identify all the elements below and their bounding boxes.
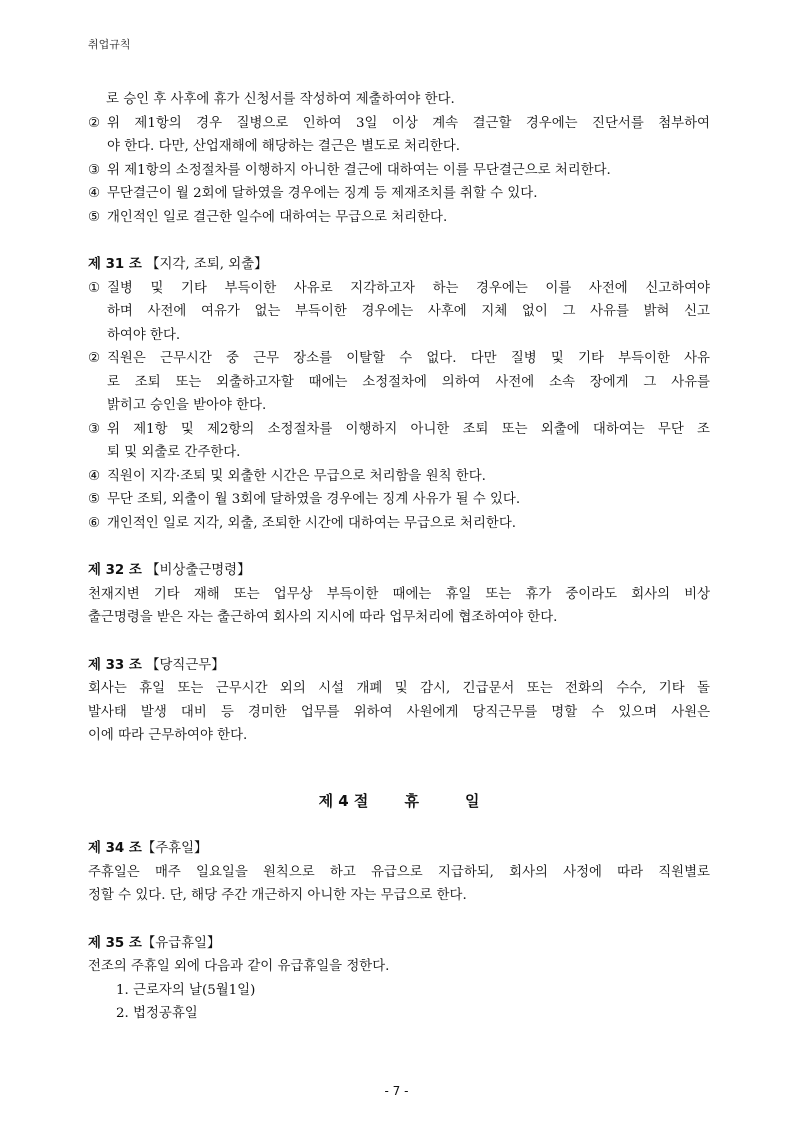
clause-item <box>88 465 710 489</box>
article-title: 【비상출근명령】 <box>146 563 251 578</box>
clause-line: 무단 조퇴, 외출이 월 3회에 달하였을 경우에는 징계 사유가 될 수 있다. <box>107 492 521 507</box>
paragraph-line: 전조의 주휴일 외에 다음과 같이 유급휴일을 정한다. <box>88 959 390 974</box>
clause-number: ③ <box>88 421 101 437</box>
clause-line: 밝히고 승인을 받아야 한다. <box>107 398 267 413</box>
article-32-heading <box>88 559 710 583</box>
clause-item <box>88 112 710 159</box>
document-body <box>88 88 710 1026</box>
clause-line: 개인적인 일로 지각, 외출, 조퇴한 시간에 대하여는 무급으로 처리한다. <box>107 515 517 531</box>
clause-item <box>88 488 710 512</box>
running-header: 취업규칙 <box>88 38 131 51</box>
clause-line: 로 조퇴 또는 외출하고자할 때에는 소정절차에 의하여 사전에 소속 장에게 그 사유를 <box>107 374 710 390</box>
clause-item <box>88 182 710 206</box>
clause-item <box>88 512 710 536</box>
list-item: 2. 법정공휴일 <box>116 1006 198 1021</box>
paragraph-line: 발사태 발생 대비 등 경미한 업무를 위하여 사원에게 당직근무를 명할 수 있으며 사원은 <box>88 704 710 720</box>
article-title: 【지각, 조퇴, 외출】 <box>146 257 268 272</box>
article-number: 제 32 조 <box>88 563 142 578</box>
clause-line: 위 제1항 및 제2항의 소정절차를 이행하지 아니한 조퇴 또는 외출에 대하여는 무단 조 <box>107 421 710 437</box>
clause-number: ⑥ <box>88 515 101 531</box>
clause-item <box>88 418 710 465</box>
paragraph-line: 출근명령을 받은 자는 출근하여 회사의 지시에 따라 업무처리에 협조하여야 한다. <box>88 610 558 625</box>
clause-number: ② <box>88 115 101 131</box>
clause-line: 개인적인 일로 결근한 일수에 대하여는 무급으로 처리한다. <box>107 209 448 225</box>
paragraph-line: 회사는 휴일 또는 근무시간 외의 시설 개폐 및 감시, 긴급문서 또는 전화의 수수, 기타 돌 <box>88 681 710 696</box>
article-title: 【당직근무】 <box>146 657 225 673</box>
article-number: 제 34 조 <box>88 841 142 856</box>
clause-line: 위 제1항의 경우 질병으로 인하여 3일 이상 계속 결근할 경우에는 진단서를 첨부하여 <box>107 115 710 131</box>
list-item: 1. 근로자의 날(5월1일) <box>116 982 256 998</box>
clause-line: 직원이 지각·조퇴 및 외출한 시간은 무급으로 처리함을 원칙 한다. <box>107 468 486 484</box>
clause-number: ① <box>88 280 101 296</box>
clause-number: ④ <box>88 186 101 201</box>
paragraph-line: 정할 수 있다. 단, 해당 주간 개근하지 아니한 자는 무급으로 한다. <box>88 888 467 903</box>
continued-line: 로 승인 후 사후에 휴가 신청서를 작성하여 제출하여야 한다. <box>106 92 455 107</box>
article-number: 제 33 조 <box>88 657 142 673</box>
clause-number: ④ <box>88 468 101 484</box>
clause-line: 질병 및 기타 부득이한 사유로 지각하고자 하는 경우에는 이를 사전에 신고하여야 <box>107 280 710 296</box>
section-title-char: 휴 <box>404 791 419 810</box>
clause-line: 무단결근이 월 2회에 달하였을 경우에는 징계 등 제재조치를 취할 수 있다. <box>107 186 538 201</box>
article-33-heading <box>88 654 710 678</box>
clause-number: ⑤ <box>88 209 101 225</box>
paragraph-line: 이에 따라 근무하여야 한다. <box>88 728 248 743</box>
clause-line: 하여야 한다. <box>107 327 181 343</box>
article-number: 제 35 조 <box>88 935 142 951</box>
page-number: - 7 - <box>384 1084 409 1098</box>
section-number: 제 4 절 <box>318 791 369 810</box>
article-35-heading <box>88 932 710 956</box>
clause-number: ⑤ <box>88 492 101 507</box>
article-34-heading <box>88 837 710 861</box>
paragraph-line: 주휴일은 매주 일요일을 원칙으로 하고 유급으로 지급하되, 회사의 사정에 따라 직원별로 <box>88 864 710 880</box>
article-number: 제 31 조 <box>88 257 142 272</box>
paragraph-line: 천재지변 기타 재해 또는 업무상 부득이한 때에는 휴일 또는 휴가 중이라도 회사의 비상 <box>88 586 710 602</box>
clause-line: 야 한다. 다만, 산업재해에 해당하는 결근은 별도로 처리한다. <box>107 139 461 154</box>
clause-item <box>88 206 710 230</box>
clause-number: ③ <box>88 162 101 178</box>
clause-line: 하며 사전에 여유가 없는 부득이한 경우에는 사후에 지체 없이 그 사유를 밝혀 신고 <box>107 304 710 319</box>
clause-item <box>88 159 710 183</box>
section-title <box>88 790 710 814</box>
article-31-heading <box>88 253 710 277</box>
article-title: 【주휴일】 <box>141 841 208 856</box>
clause-number: ② <box>88 351 101 366</box>
article-title: 【유급휴일】 <box>141 935 221 951</box>
clause-line: 위 제1항의 소정절차를 이행하지 아니한 결근에 대하여는 이를 무단결근으로 처리한다. <box>107 162 611 178</box>
clause-line: 직원은 근무시간 중 근무 장소를 이탈할 수 없다. 다만 질병 및 기타 부득이한 사유 <box>107 351 710 366</box>
clause-line: 퇴 및 외출로 간주한다. <box>107 445 241 460</box>
clause-item <box>88 347 710 418</box>
clause-item <box>88 277 710 348</box>
section-title-char: 일 <box>464 791 480 810</box>
